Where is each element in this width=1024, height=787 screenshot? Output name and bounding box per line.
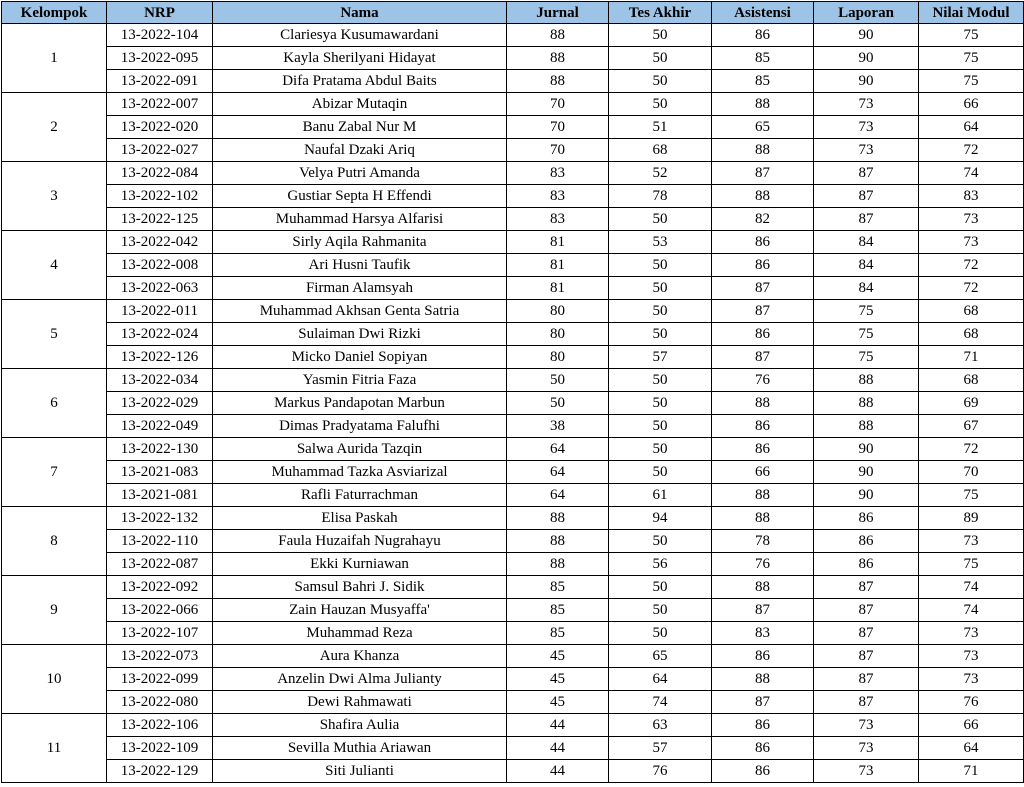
tes-akhir-cell: 65 [609,645,712,668]
asistensi-cell: 65 [712,116,814,139]
nrp-cell: 13-2022-107 [107,622,213,645]
nrp-cell: 13-2022-102 [107,185,213,208]
kelompok-cell: 6 [2,369,107,438]
jurnal-cell: 45 [507,668,609,691]
nrp-cell: 13-2022-087 [107,553,213,576]
jurnal-cell: 64 [507,461,609,484]
table-row [2,484,1024,507]
tes-akhir-cell: 76 [609,760,712,783]
nrp-cell: 13-2022-091 [107,70,213,93]
asistensi-cell: 86 [712,438,814,461]
table-row [2,507,1024,530]
nama-cell: Yasmin Fitria Faza [213,369,507,392]
tes-akhir-cell: 57 [609,346,712,369]
nama-cell: Dewi Rahmawati [213,691,507,714]
nama-cell: Rafli Faturrachman [213,484,507,507]
nama-cell: Ekki Kurniawan [213,553,507,576]
nama-cell: Kayla Sherilyani Hidayat [213,47,507,70]
jurnal-cell: 83 [507,208,609,231]
tes-akhir-cell: 53 [609,231,712,254]
nama-cell: Sirly Aqila Rahmanita [213,231,507,254]
asistensi-cell: 86 [712,415,814,438]
tes-akhir-cell: 94 [609,507,712,530]
laporan-cell: 88 [814,415,919,438]
table-row [2,346,1024,369]
tes-akhir-cell: 64 [609,668,712,691]
nama-cell: Aura Khanza [213,645,507,668]
laporan-cell: 75 [814,323,919,346]
tes-akhir-cell: 63 [609,714,712,737]
nama-cell: Salwa Aurida Tazqin [213,438,507,461]
tes-akhir-cell: 50 [609,438,712,461]
laporan-cell: 88 [814,392,919,415]
laporan-cell: 90 [814,438,919,461]
nama-cell: Muhammad Harsya Alfarisi [213,208,507,231]
table-row [2,392,1024,415]
tes-akhir-cell: 50 [609,70,712,93]
table-row [2,277,1024,300]
nrp-cell: 13-2022-008 [107,254,213,277]
header-nama: Nama [213,2,507,24]
nrp-cell: 13-2022-080 [107,691,213,714]
table-row [2,760,1024,783]
laporan-cell: 87 [814,576,919,599]
tes-akhir-cell: 51 [609,116,712,139]
tes-akhir-cell: 50 [609,277,712,300]
asistensi-cell: 66 [712,461,814,484]
header-jurnal: Jurnal [507,2,609,24]
laporan-cell: 75 [814,346,919,369]
nilai-modul-cell: 73 [919,231,1024,254]
laporan-cell: 87 [814,208,919,231]
kelompok-cell: 7 [2,438,107,507]
asistensi-cell: 86 [712,254,814,277]
laporan-cell: 90 [814,24,919,47]
tes-akhir-cell: 50 [609,599,712,622]
asistensi-cell: 87 [712,300,814,323]
asistensi-cell: 85 [712,47,814,70]
laporan-cell: 73 [814,737,919,760]
laporan-cell: 73 [814,139,919,162]
nama-cell: Difa Pratama Abdul Baits [213,70,507,93]
nama-cell: Velya Putri Amanda [213,162,507,185]
jurnal-cell: 83 [507,162,609,185]
table-body [2,24,1024,783]
nama-cell: Shafira Aulia [213,714,507,737]
laporan-cell: 84 [814,231,919,254]
jurnal-cell: 64 [507,438,609,461]
asistensi-cell: 86 [712,714,814,737]
jurnal-cell: 81 [507,231,609,254]
header-nilai-modul: Nilai Modul [919,2,1024,24]
laporan-cell: 87 [814,185,919,208]
asistensi-cell: 83 [712,622,814,645]
asistensi-cell: 88 [712,93,814,116]
nilai-modul-cell: 70 [919,461,1024,484]
nilai-modul-cell: 68 [919,323,1024,346]
jurnal-cell: 83 [507,185,609,208]
laporan-cell: 88 [814,369,919,392]
jurnal-cell: 44 [507,760,609,783]
kelompok-cell: 11 [2,714,107,783]
asistensi-cell: 88 [712,392,814,415]
nilai-modul-cell: 73 [919,622,1024,645]
tes-akhir-cell: 74 [609,691,712,714]
jurnal-cell: 64 [507,484,609,507]
table-row [2,714,1024,737]
asistensi-cell: 87 [712,346,814,369]
table-row [2,47,1024,70]
tes-akhir-cell: 50 [609,530,712,553]
nrp-cell: 13-2021-083 [107,461,213,484]
nrp-cell: 13-2022-042 [107,231,213,254]
nilai-modul-cell: 69 [919,392,1024,415]
table-row [2,254,1024,277]
nilai-modul-cell: 75 [919,47,1024,70]
tes-akhir-cell: 50 [609,24,712,47]
nama-cell: Siti Julianti [213,760,507,783]
jurnal-cell: 50 [507,369,609,392]
nama-cell: Anzelin Dwi Alma Julianty [213,668,507,691]
tes-akhir-cell: 50 [609,576,712,599]
laporan-cell: 73 [814,760,919,783]
nilai-modul-cell: 75 [919,484,1024,507]
laporan-cell: 87 [814,162,919,185]
nilai-modul-cell: 68 [919,369,1024,392]
tes-akhir-cell: 50 [609,392,712,415]
table-row [2,461,1024,484]
table-row [2,645,1024,668]
nilai-modul-cell: 89 [919,507,1024,530]
nrp-cell: 13-2022-095 [107,47,213,70]
asistensi-cell: 87 [712,277,814,300]
table-row [2,668,1024,691]
nilai-modul-cell: 74 [919,162,1024,185]
laporan-cell: 90 [814,70,919,93]
tes-akhir-cell: 50 [609,323,712,346]
tes-akhir-cell: 68 [609,139,712,162]
nrp-cell: 13-2022-132 [107,507,213,530]
asistensi-cell: 86 [712,737,814,760]
nilai-modul-cell: 76 [919,691,1024,714]
nrp-cell: 13-2022-049 [107,415,213,438]
nama-cell: Dimas Pradyatama Falufhi [213,415,507,438]
nama-cell: Elisa Paskah [213,507,507,530]
nilai-modul-cell: 66 [919,93,1024,116]
asistensi-cell: 82 [712,208,814,231]
nrp-cell: 13-2022-110 [107,530,213,553]
header-asistensi: Asistensi [712,2,814,24]
nrp-cell: 13-2022-034 [107,369,213,392]
kelompok-cell: 2 [2,93,107,162]
tes-akhir-cell: 50 [609,300,712,323]
nrp-cell: 13-2022-125 [107,208,213,231]
tes-akhir-cell: 50 [609,622,712,645]
table-row [2,691,1024,714]
table-row [2,93,1024,116]
nrp-cell: 13-2022-104 [107,24,213,47]
header-row [2,2,1024,24]
header-laporan: Laporan [814,2,919,24]
laporan-cell: 75 [814,300,919,323]
nama-cell: Markus Pandapotan Marbun [213,392,507,415]
tes-akhir-cell: 50 [609,208,712,231]
nrp-cell: 13-2022-129 [107,760,213,783]
table-row [2,208,1024,231]
nama-cell: Sulaiman Dwi Rizki [213,323,507,346]
asistensi-cell: 85 [712,70,814,93]
tes-akhir-cell: 78 [609,185,712,208]
nama-cell: Sevilla Muthia Ariawan [213,737,507,760]
table-row [2,116,1024,139]
tes-akhir-cell: 61 [609,484,712,507]
nilai-modul-cell: 66 [919,714,1024,737]
asistensi-cell: 87 [712,691,814,714]
asistensi-cell: 88 [712,576,814,599]
asistensi-cell: 86 [712,231,814,254]
table-row [2,300,1024,323]
table-row [2,139,1024,162]
nilai-modul-cell: 72 [919,277,1024,300]
header-kelompok: Kelompok [2,2,107,24]
table-row [2,622,1024,645]
table-row [2,438,1024,461]
nilai-modul-cell: 71 [919,760,1024,783]
table-row [2,24,1024,47]
laporan-cell: 86 [814,553,919,576]
tes-akhir-cell: 50 [609,254,712,277]
laporan-cell: 87 [814,622,919,645]
laporan-cell: 87 [814,691,919,714]
nama-cell: Samsul Bahri J. Sidik [213,576,507,599]
nilai-modul-cell: 74 [919,576,1024,599]
nama-cell: Micko Daniel Sopiyan [213,346,507,369]
nilai-modul-cell: 73 [919,530,1024,553]
asistensi-cell: 78 [712,530,814,553]
asistensi-cell: 87 [712,162,814,185]
kelompok-cell: 10 [2,645,107,714]
nama-cell: Abizar Mutaqin [213,93,507,116]
kelompok-cell: 8 [2,507,107,576]
tes-akhir-cell: 50 [609,415,712,438]
table-row [2,576,1024,599]
jurnal-cell: 85 [507,576,609,599]
table-row [2,530,1024,553]
nilai-modul-cell: 75 [919,24,1024,47]
nama-cell: Ari Husni Taufik [213,254,507,277]
tes-akhir-cell: 50 [609,93,712,116]
jurnal-cell: 80 [507,300,609,323]
laporan-cell: 84 [814,254,919,277]
nrp-cell: 13-2022-109 [107,737,213,760]
jurnal-cell: 80 [507,323,609,346]
asistensi-cell: 76 [712,369,814,392]
nilai-modul-cell: 75 [919,553,1024,576]
nama-cell: Muhammad Akhsan Genta Satria [213,300,507,323]
asistensi-cell: 87 [712,599,814,622]
tes-akhir-cell: 56 [609,553,712,576]
nrp-cell: 13-2022-106 [107,714,213,737]
jurnal-cell: 85 [507,599,609,622]
laporan-cell: 73 [814,116,919,139]
asistensi-cell: 88 [712,185,814,208]
jurnal-cell: 88 [507,70,609,93]
tes-akhir-cell: 50 [609,47,712,70]
nrp-cell: 13-2022-029 [107,392,213,415]
header-nrp: NRP [107,2,213,24]
nrp-cell: 13-2022-130 [107,438,213,461]
nilai-modul-cell: 68 [919,300,1024,323]
table-row [2,185,1024,208]
jurnal-cell: 88 [507,553,609,576]
nilai-modul-cell: 72 [919,438,1024,461]
nrp-cell: 13-2022-020 [107,116,213,139]
nama-cell: Firman Alamsyah [213,277,507,300]
jurnal-cell: 85 [507,622,609,645]
nilai-modul-cell: 64 [919,116,1024,139]
nrp-cell: 13-2022-092 [107,576,213,599]
laporan-cell: 86 [814,530,919,553]
nrp-cell: 13-2022-073 [107,645,213,668]
table-row [2,323,1024,346]
nrp-cell: 13-2022-099 [107,668,213,691]
jurnal-cell: 81 [507,277,609,300]
jurnal-cell: 70 [507,93,609,116]
grades-table [1,1,1024,783]
asistensi-cell: 76 [712,553,814,576]
nilai-modul-cell: 64 [919,737,1024,760]
laporan-cell: 73 [814,714,919,737]
asistensi-cell: 88 [712,484,814,507]
jurnal-cell: 45 [507,691,609,714]
asistensi-cell: 86 [712,323,814,346]
table-row [2,553,1024,576]
laporan-cell: 87 [814,668,919,691]
nilai-modul-cell: 83 [919,185,1024,208]
nrp-cell: 13-2021-081 [107,484,213,507]
jurnal-cell: 44 [507,714,609,737]
nama-cell: Faula Huzaifah Nugrahayu [213,530,507,553]
nilai-modul-cell: 71 [919,346,1024,369]
jurnal-cell: 38 [507,415,609,438]
jurnal-cell: 80 [507,346,609,369]
kelompok-cell: 1 [2,24,107,93]
nilai-modul-cell: 73 [919,668,1024,691]
kelompok-cell: 9 [2,576,107,645]
nrp-cell: 13-2022-024 [107,323,213,346]
jurnal-cell: 88 [507,530,609,553]
tes-akhir-cell: 52 [609,162,712,185]
jurnal-cell: 88 [507,507,609,530]
nilai-modul-cell: 75 [919,70,1024,93]
jurnal-cell: 44 [507,737,609,760]
nilai-modul-cell: 72 [919,254,1024,277]
laporan-cell: 73 [814,93,919,116]
asistensi-cell: 88 [712,668,814,691]
kelompok-cell: 5 [2,300,107,369]
tes-akhir-cell: 57 [609,737,712,760]
nrp-cell: 13-2022-084 [107,162,213,185]
kelompok-cell: 4 [2,231,107,300]
nilai-modul-cell: 73 [919,208,1024,231]
laporan-cell: 86 [814,507,919,530]
nilai-modul-cell: 67 [919,415,1024,438]
jurnal-cell: 50 [507,392,609,415]
asistensi-cell: 86 [712,645,814,668]
tes-akhir-cell: 50 [609,369,712,392]
asistensi-cell: 88 [712,507,814,530]
nrp-cell: 13-2022-007 [107,93,213,116]
nrp-cell: 13-2022-027 [107,139,213,162]
nama-cell: Naufal Dzaki Ariq [213,139,507,162]
nilai-modul-cell: 73 [919,645,1024,668]
nrp-cell: 13-2022-011 [107,300,213,323]
nama-cell: Gustiar Septa H Effendi [213,185,507,208]
jurnal-cell: 88 [507,47,609,70]
nama-cell: Banu Zabal Nur M [213,116,507,139]
nama-cell: Zain Hauzan Musyaffa' [213,599,507,622]
laporan-cell: 90 [814,47,919,70]
table-row [2,599,1024,622]
table-row [2,70,1024,93]
table-row [2,231,1024,254]
asistensi-cell: 88 [712,139,814,162]
laporan-cell: 87 [814,599,919,622]
laporan-cell: 87 [814,645,919,668]
nilai-modul-cell: 72 [919,139,1024,162]
laporan-cell: 84 [814,277,919,300]
laporan-cell: 90 [814,484,919,507]
nrp-cell: 13-2022-063 [107,277,213,300]
nama-cell: Clariesya Kusumawardani [213,24,507,47]
kelompok-cell: 3 [2,162,107,231]
nrp-cell: 13-2022-066 [107,599,213,622]
nrp-cell: 13-2022-126 [107,346,213,369]
tes-akhir-cell: 50 [609,461,712,484]
jurnal-cell: 88 [507,24,609,47]
asistensi-cell: 86 [712,760,814,783]
header-tes-akhir: Tes Akhir [609,2,712,24]
table-row [2,415,1024,438]
table-row [2,369,1024,392]
jurnal-cell: 45 [507,645,609,668]
jurnal-cell: 81 [507,254,609,277]
jurnal-cell: 70 [507,139,609,162]
asistensi-cell: 86 [712,24,814,47]
nama-cell: Muhammad Tazka Asviarizal [213,461,507,484]
table-row [2,162,1024,185]
laporan-cell: 90 [814,461,919,484]
nama-cell: Muhammad Reza [213,622,507,645]
jurnal-cell: 70 [507,116,609,139]
nilai-modul-cell: 74 [919,599,1024,622]
table-row [2,737,1024,760]
